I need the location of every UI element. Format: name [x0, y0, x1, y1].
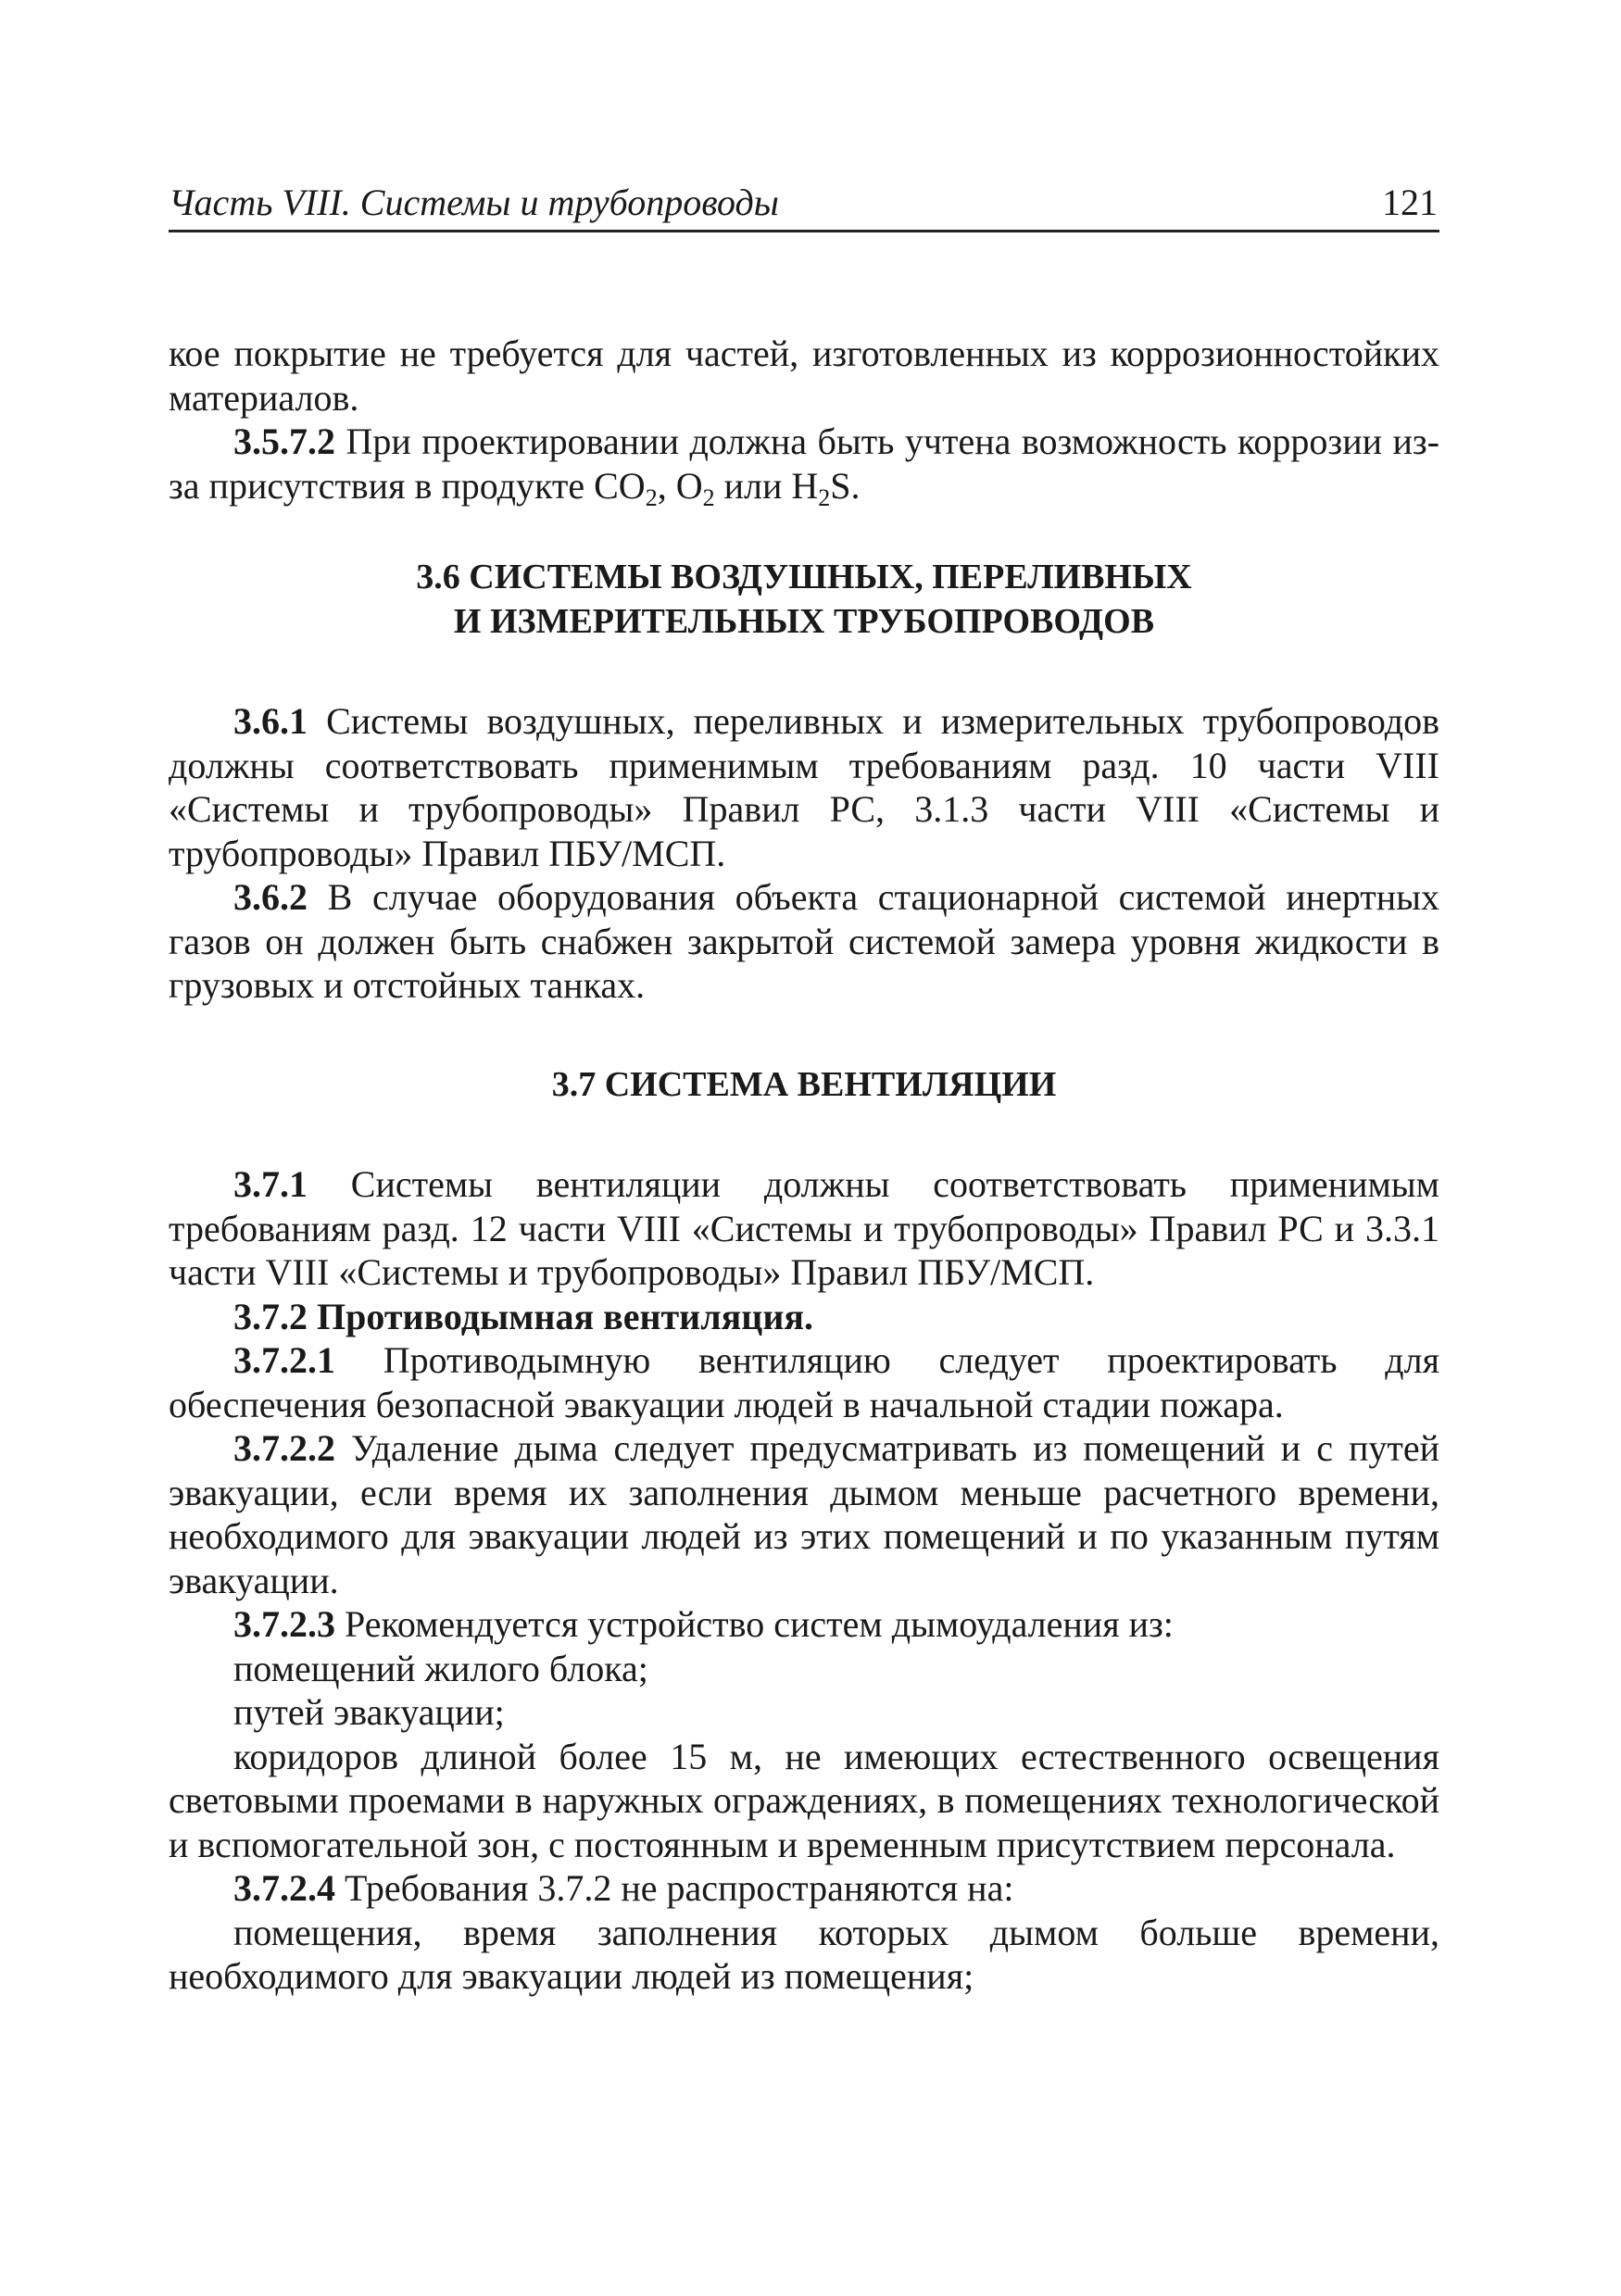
heading-line: И ИЗМЕРИТЕЛЬНЫХ ТРУБОПРОВОДОВ: [453, 601, 1155, 641]
paragraph-3-7-2-3: [169, 1602, 1439, 1647]
list-item: коридоров длиной более 15 м, не имеющих естественного освещения световыми проемами в наружных ограждениях, в помещениях технологической и вспомогательной зон, с постоянным и временным присутствием персонала.: [169, 1735, 1439, 1865]
running-header: [169, 178, 1439, 232]
clause-number: 3.7.2.1: [233, 1339, 335, 1381]
subscript: 2: [645, 483, 658, 511]
paragraph-3-7-2-1: [169, 1338, 1439, 1426]
paragraph-text: Системы вентиляции должны соответствовать применимым требованиям разд. 12 части VIII «Системы и трубопроводы» Правил РС и 3.3.1 части VIII «Системы и трубопроводы» Правил ПБУ/МСП.: [169, 1163, 1439, 1293]
clause-number: 3.7.2.4: [233, 1867, 335, 1909]
paragraph-text: кое покрытие не требуется для частей, изготовленных из коррозионностойких материалов.: [169, 332, 1439, 419]
page-number: 121: [1382, 182, 1438, 223]
list-item: помещения, время заполнения которых дымом больше времени, необходимого для эвакуации людей из помещения;: [169, 1911, 1439, 1997]
paragraph-3-7-1: [169, 1162, 1439, 1295]
paragraph-text: , O: [657, 464, 703, 507]
section-heading-3-7: [169, 1063, 1439, 1108]
header-title: Часть VIII. Системы и трубопроводы: [169, 182, 779, 223]
clause-number: 3.7.1: [233, 1163, 308, 1205]
clause-number: 3.6.1: [233, 700, 308, 742]
paragraph-text: S.: [830, 464, 861, 507]
paragraph-3-6-2: [169, 875, 1439, 1008]
subscript: 2: [702, 483, 715, 511]
paragraph-text: Противодымную вентиляцию следует проектировать для обеспечения безопасной эвакуации людей в начальной стадии пожара.: [169, 1339, 1439, 1425]
heading-line: 3.7 СИСТЕМА ВЕНТИЛЯЦИИ: [551, 1064, 1057, 1104]
paragraph-3-7-2-4: [169, 1866, 1439, 1911]
subsection-heading: 3.7.2 Противодымная вентиляция.: [233, 1295, 814, 1337]
clause-number: 3.6.2: [233, 876, 308, 918]
heading-line: 3.6 СИСТЕМЫ ВОЗДУШНЫХ, ПЕРЕЛИВНЫХ: [416, 558, 1192, 596]
section-heading-3-6: [169, 556, 1439, 644]
paragraph-text: Требования 3.7.2 не распространяются на:: [335, 1867, 1014, 1909]
clause-number: 3.7.2.3: [233, 1603, 335, 1645]
paragraph-continuation: [169, 332, 1439, 420]
paragraph-text: Удаление дыма следует предусматривать из помещений и с путей эвакуации, если время их заполнения дымом меньше расчетного времени, необходимого для эвакуации людей из этих помещений и по указанным путям эвакуации.: [169, 1427, 1439, 1601]
paragraph-3-7-2: [169, 1295, 1439, 1339]
body-text: [169, 332, 1439, 1999]
paragraph-text: Рекомендуется устройство систем дымоудаления из:: [335, 1603, 1174, 1645]
paragraph-3-7-2-2: [169, 1426, 1439, 1602]
paragraph-text: Системы воздушных, переливных и измерительных трубопроводов должны соответствовать применимым требованиям разд. 10 части VIII «Системы и трубопроводы» Правил РС, 3.1.3 части VIII «Системы и трубопроводы» Правил ПБУ/МСП.: [169, 700, 1439, 874]
paragraph-text: При проектировании должна быть учтена возможность коррозии из-за присутствия в продукте CO: [169, 420, 1439, 507]
clause-number: 3.5.7.2: [233, 420, 335, 462]
paragraph-text: или H: [714, 464, 819, 507]
paragraph-3-5-7-2: [169, 420, 1439, 511]
list-item: путей эвакуации;: [233, 1691, 505, 1733]
list-item: помещений жилого блока;: [233, 1647, 648, 1689]
clause-number: 3.7.2.2: [233, 1427, 335, 1469]
subscript: 2: [818, 483, 831, 511]
paragraph-text: В случае оборудования объекта стационарной системой инертных газов он должен быть снабжен закрытой системой замера уровня жидкости в грузовых и отстойных танках.: [169, 876, 1439, 1006]
paragraph-3-6-1: [169, 699, 1439, 875]
